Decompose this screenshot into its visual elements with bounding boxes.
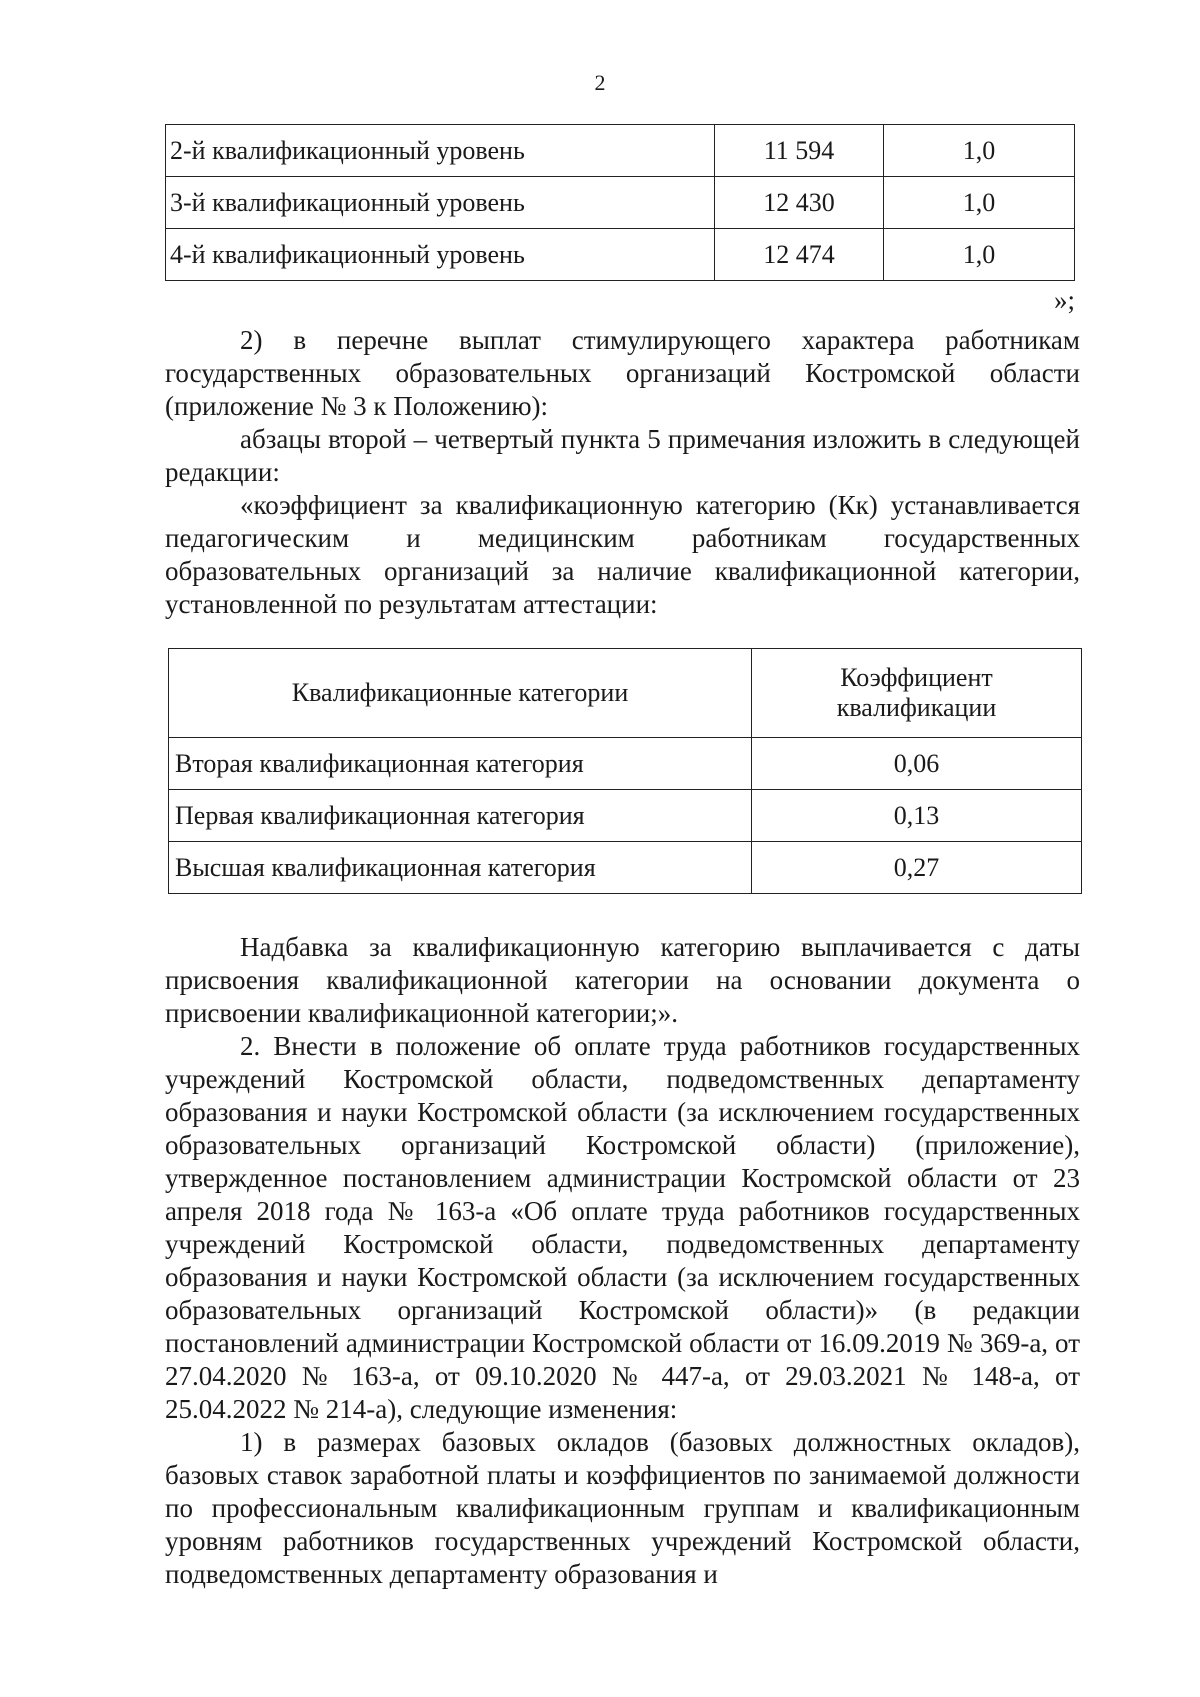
qualification-coefficients-table bbox=[168, 648, 1082, 894]
level-cell: 3-й квалификационный уровень bbox=[166, 177, 715, 229]
coef-cell: 0,27 bbox=[752, 842, 1082, 894]
header-coefficient-line2: квалификации bbox=[836, 693, 997, 722]
coef-cell: 1,0 bbox=[884, 229, 1075, 281]
salary-cell: 12 474 bbox=[715, 229, 884, 281]
category-cell: Высшая квалификационная категория bbox=[169, 842, 752, 894]
text-block-a bbox=[165, 324, 1080, 621]
header-coefficient bbox=[752, 649, 1082, 738]
salary-cell: 12 430 bbox=[715, 177, 884, 229]
table-row bbox=[166, 177, 1075, 229]
text-block-b bbox=[165, 931, 1080, 1591]
header-coefficient-line1: Коэффициент bbox=[840, 663, 993, 692]
coef-cell: 0,06 bbox=[752, 738, 1082, 790]
table-row bbox=[169, 738, 1082, 790]
table-row bbox=[169, 842, 1082, 894]
table-row bbox=[166, 125, 1075, 177]
coef-cell: 1,0 bbox=[884, 125, 1075, 177]
header-categories: Квалификационные категории bbox=[169, 649, 752, 738]
paragraph: Надбавка за квалификационную категорию выплачивается с даты присвоения квалификационной категории на основании документа о присвоении квалификационной категории;». bbox=[165, 932, 1080, 1028]
closing-quote: »; bbox=[1053, 285, 1075, 315]
table-header-row bbox=[169, 649, 1082, 738]
paragraph: абзацы второй – четвертый пункта 5 примечания изложить в следующей редакции: bbox=[165, 424, 1080, 487]
coef-cell: 0,13 bbox=[752, 790, 1082, 842]
level-cell: 2-й квалификационный уровень bbox=[166, 125, 715, 177]
paragraph: «коэффициент за квалификационную категорию (Кк) устанавливается педагогическим и медицинским работникам государственных образовательных организаций за наличие квалификационной категории, установленной по результатам аттестации: bbox=[165, 490, 1080, 619]
paragraph: 1) в размерах базовых окладов (базовых должностных окладов), базовых ставок заработной платы и коэффициентов по занимаемой должности по профессиональным квалификационным группам и квалификационным уровням работников государственных учреждений Костромской области, подведомственных департаменту образования и bbox=[165, 1427, 1080, 1589]
salary-levels-table bbox=[165, 124, 1075, 281]
table-row bbox=[166, 229, 1075, 281]
table-row bbox=[169, 790, 1082, 842]
paragraph: 2) в перечне выплат стимулирующего характера работникам государственных образовательных организаций Костромской области (приложение № 3 к Положению): bbox=[165, 325, 1080, 421]
coef-cell: 1,0 bbox=[884, 177, 1075, 229]
level-cell: 4-й квалификационный уровень bbox=[166, 229, 715, 281]
page-number: 2 bbox=[594, 70, 606, 95]
category-cell: Первая квалификационная категория bbox=[169, 790, 752, 842]
category-cell: Вторая квалификационная категория bbox=[169, 738, 752, 790]
paragraph: 2. Внести в положение об оплате труда работников государственных учреждений Костромской области, подведомственных департаменту образования и науки Костромской области (за исключением государственных образовательных организаций Костромской области) (приложение), утвержденное постановлением администрации Костромской области от 23 апреля 2018 года № 163-а «Об оплате труда работников государственных учреждений Костромской области, подведомственных департаменту образования и науки Костромской области (за исключением государственных образовательных организаций Костромской области)» (в редакции постановлений администрации Костромской области от 16.09.2019 № 369-а, от 27.04.2020 № 163-а, от 09.10.2020 № 447-а, от 29.03.2021 № 148-а, от 25.04.2022 № 214-а), следующие изменения: bbox=[165, 1031, 1080, 1424]
salary-cell: 11 594 bbox=[715, 125, 884, 177]
